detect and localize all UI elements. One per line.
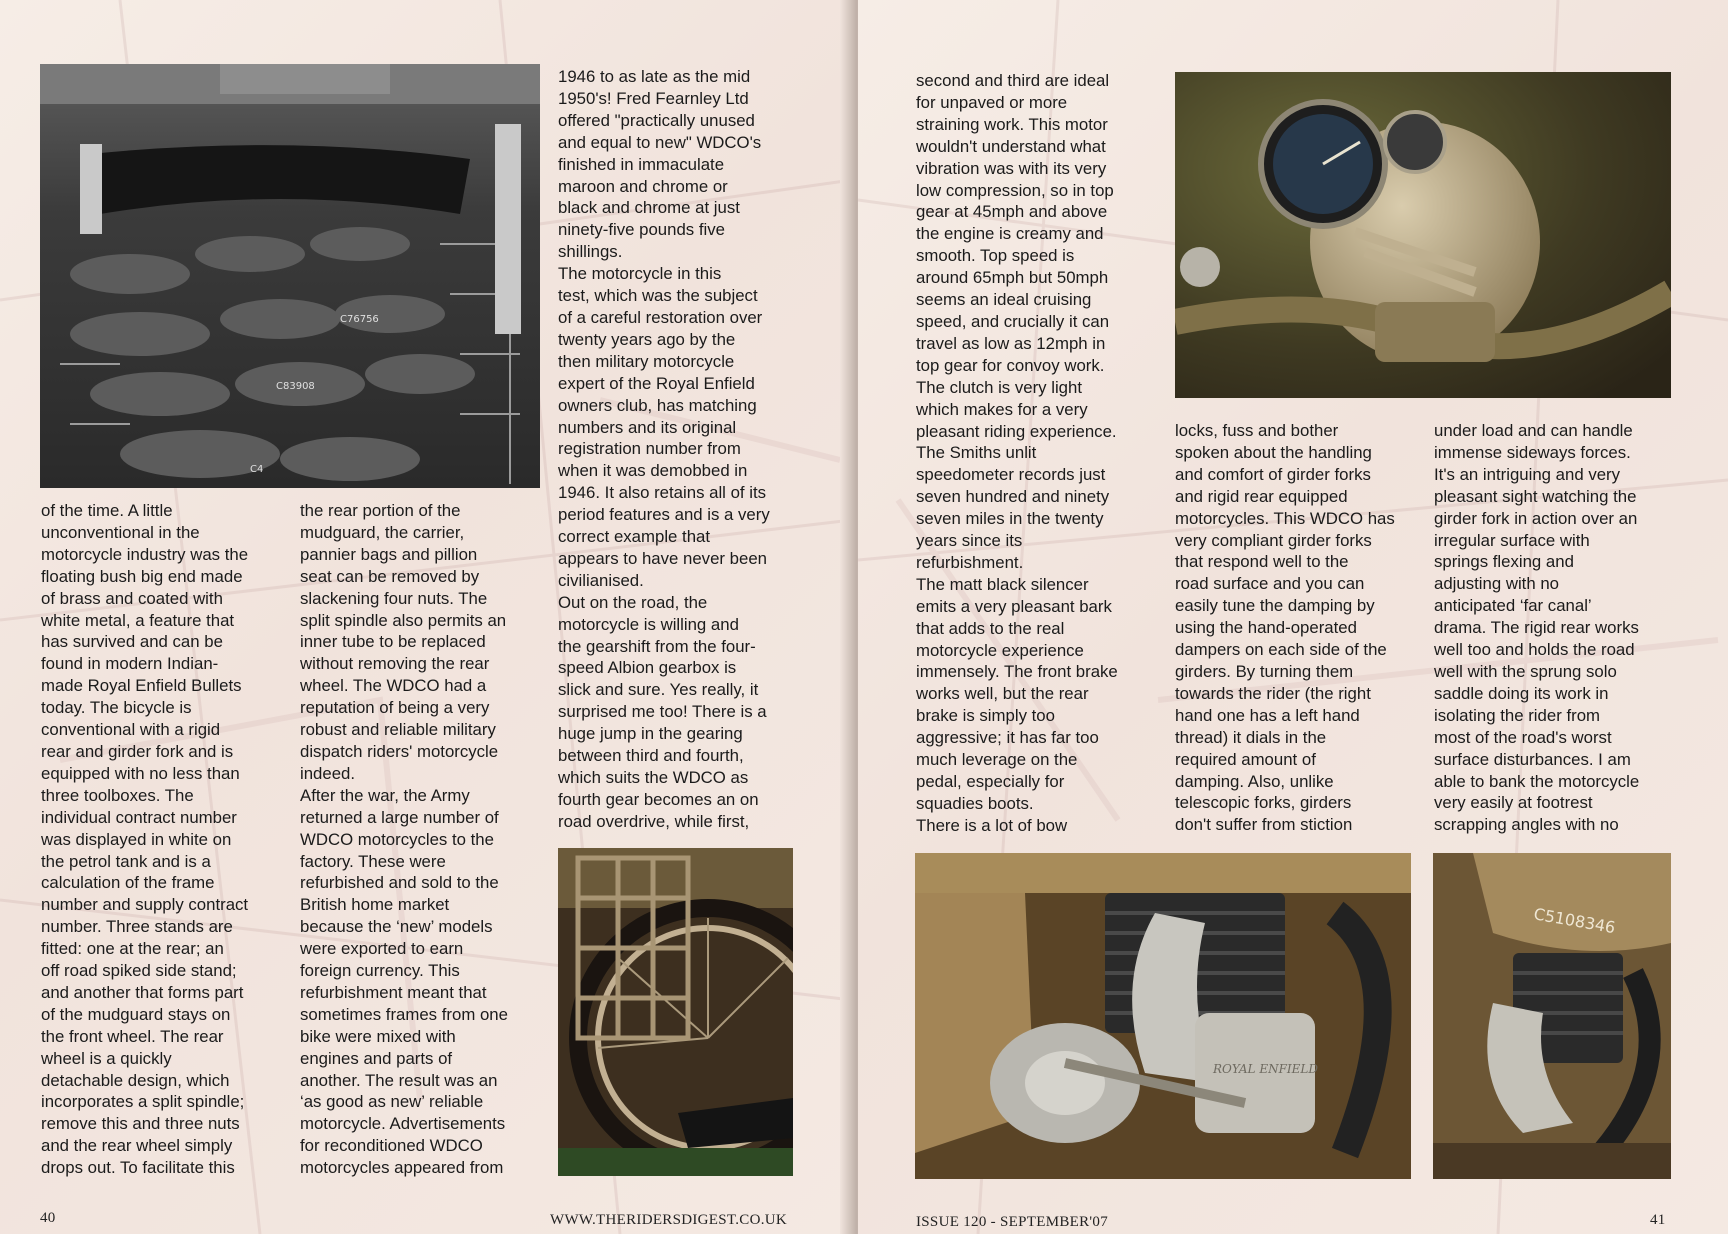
tank-marking-1: C76756 [340, 314, 379, 325]
speedometer-handlebar-photo [1175, 72, 1671, 398]
right-column-2-text: locks, fuss and bother spoken about the handling and comfort of girder forks and rigid rear equipped motorcycles. This WDCO has very compliant girder forks that respond well to the road surface and you can easily tune the damping by using the hand-operated dampers on each side of the girders. By turning them towards the rider (the right hand one has a left hand thread) it dials in the required amount of damping. Also, unlike telescopic forks, girders don't suffer from stiction [1175, 421, 1395, 835]
left-page [0, 0, 852, 1234]
left-column-3-text: 1946 to as late as the mid 1950's! Fred Fearnley Ltd offered "practically unused and equal to new" WDCO's finished in immaculate maroon and chrome or black and chrome at just ninety-five pounds five shillings. The motorcycle in this test, which was the subject of a careful restoration over twenty years ago by the then military motorcycle expert of the Royal Enfield owners club, has matching numbers and its original registration number from when it was demobbed in 1946. It also retains all of its period features and is a very correct example that appears to have never been civilianised. Out on the road, the motorcycle is willing and the gearshift from the four- speed Albion gearbox is slick and sure. Yes really, it surprised me too! There is a huge jump in the gearing between third and fourth, which suits the WDCO as fourth gear becomes an on road overdrive, while first, [558, 67, 770, 831]
tank-marking-2: C83908 [276, 381, 315, 392]
tank-marking-3: C4 [250, 464, 264, 475]
right-column-1-text: second and third are ideal for unpaved or more straining work. This motor wouldn't understand what vibration was with its very low compression, so in top gear at 45mph and above the engine is creamy and smooth. Top speed is around 65mph but 50mph seems an ideal cruising speed, and crucially it can travel as low as 12mph in top gear for convoy work. The clutch is very light which makes for a very pleasant riding experience. The Smiths unlit speedometer records just seven hundred and ninety seven miles in the twenty years since its refurbishment. The matt black silencer emits a very pleasant bark that adds to the real motorcycle experience immensely. The front brake works well, but the rear brake is simply too aggressive; it has far too much leverage on the pedal, especially for squadies boots. There is a lot of bow [916, 71, 1118, 835]
left-column-1-text: of the time. A little unconventional in the motorcycle industry was the floating bush big end made of brass and coated with white metal, a feature that has survived and can be found in modern Indian- made Royal Enfield Bullets today. The bicycle is conventional with a rigid rear and girder fork and is equipped with no less than three toolboxes. The individual contract number was displayed in white on the petrol tank and is a calculation of the frame number and supply contract number. Three stands are fitted: one at the rear; an off road spiked side stand; and another that forms part of the mudguard stays on the front wheel. The rear wheel is a quickly detachable design, which incorporates a split spindle; remove this and three nuts and the rear wheel simply drops out. To facilitate this [41, 501, 249, 1178]
left-column-2-text: the rear portion of the mudguard, the carrier, pannier bags and pillion seat can be removed by slackening four nuts. The split spindle also permits an inner tube to be replaced without removing the rear wheel. The WDCO had a reputation of being a very robust and reliable military dispatch riders' motorcycle indeed. After the war, the Army returned a large number of WDCO motorcycles to the factory. These were refurbished and sold to the British home market because the ‘new’ models were exported to earn foreign currency. This refurbishment meant that sometimes frames from one bike were mixed with engines and parts of another. The result was an ‘as good as new’ reliable motorcycle. Advertisements for reconditioned WDCO motorcycles appeared from [300, 501, 508, 1178]
tank-engine-side-photo [1433, 853, 1671, 1179]
tank-contract-number: C5108346 [1532, 904, 1617, 938]
right-page-number: 41 [1650, 1212, 1666, 1228]
left-page-number: 40 [40, 1210, 56, 1226]
historic-motorcycles-photo [40, 64, 540, 488]
engine-cover-branding: ROYAL ENFIELD [1213, 1062, 1318, 1076]
engine-closeup-photo [915, 853, 1411, 1179]
footer-issue-date: ISSUE 120 - SEPTEMBER'07 [916, 1214, 1109, 1230]
right-page [858, 0, 1728, 1234]
right-column-3-text: under load and can handle immense sideways forces. It's an intriguing and very pleasant sight watching the girder fork in action over an irregular surface with springs flexing and adjusting with no anticipated ‘far canal’ drama. The rigid rear works well too and holds the road well with the sprung solo saddle doing its work in isolating the rider from most of the road's worst surface disturbances. I am able to bank the motorcycle very easily at footrest scrapping angles with no [1434, 421, 1640, 835]
rear-wheel-carrier-photo [558, 848, 793, 1176]
footer-website-url: WWW.THERIDERSDIGEST.CO.UK [550, 1212, 788, 1228]
